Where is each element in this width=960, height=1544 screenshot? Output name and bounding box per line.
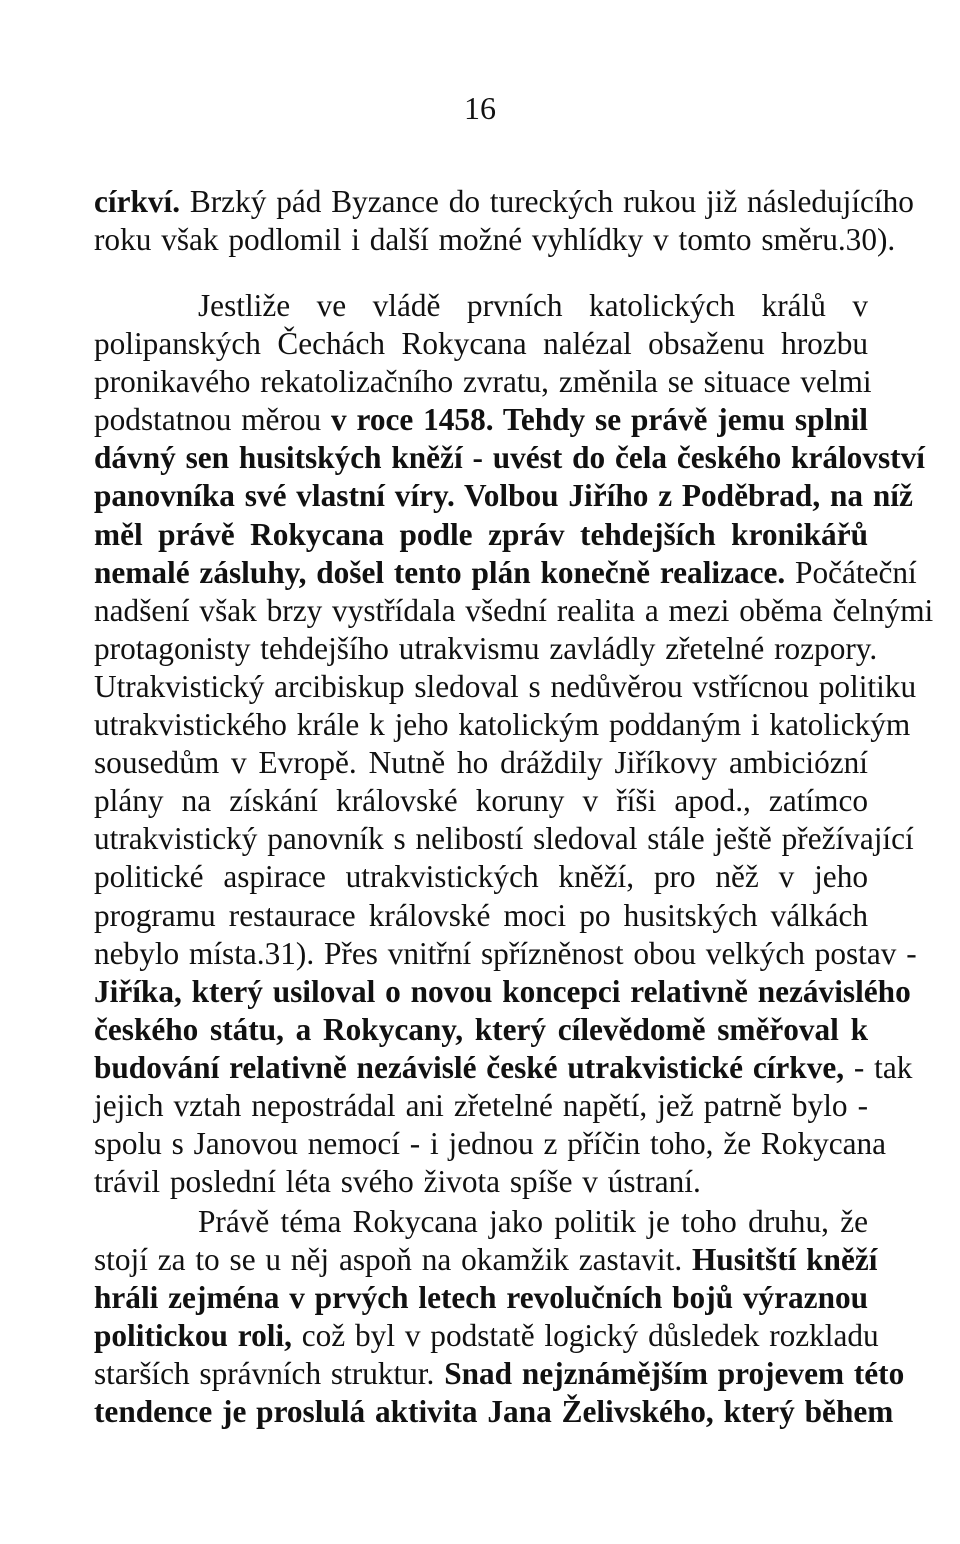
bold-text-segment: Jiříka, který usiloval o novou koncepci relativně nezávislého [94,973,911,1009]
text-segment: utrakvistický panovník s nelibostí sledoval stále ještě přežívající [94,821,914,857]
bold-text-segment: dávný sen husitských kněží - uvést do čela českého království [94,440,925,476]
text-segment: což byl v podstatě logický důsledek rozkladu [291,1318,879,1354]
text-segment: Brzký pád Byzance do tureckých rukou již následujícího [180,184,914,219]
paragraph-2 [94,287,934,1201]
text-line [94,1203,868,1241]
bold-text-segment: v roce 1458. Tehdy se právě jemu splnil [331,402,868,438]
text-line [94,363,872,401]
text-line [94,477,913,515]
text-segment: nebylo místa.31). Přes vnitřní spřízněnost obou velkých postav - [94,935,917,971]
bold-text-segment: Snad nejznámějším projevem této [444,1356,905,1392]
bold-text-segment: měl právě Rokycana podle zpráv tehdejších kronikářů [94,516,868,552]
text-line [94,1241,878,1279]
text-segment: utrakvistického krále k jeho katolickým poddaným i katolickým [94,707,911,743]
text-line [94,183,914,221]
text-segment: nadšení však brzy vystřídala všední realita a mezi oběma čelnými [94,592,934,628]
text-line [94,554,917,592]
text-segment: protagonisty tehdejšího utrakvismu zavládly zřetelné rozpory. [94,630,878,666]
text-line [94,1087,868,1125]
text-line [94,1355,905,1393]
text-line [94,1125,887,1163]
text-segment: Utrakvistický arcibiskup sledoval s nedůvěrou vstřícnou politiku [94,668,917,704]
paragraph-3 [94,1203,905,1432]
text-segment: plány na získání královské koruny v říši apod., zatímco [94,783,868,819]
text-line [94,897,868,935]
text-segment: polipanských Čechách Rokycana nalézal obsaženu hrozbu [94,326,868,362]
text-segment: podstatnou měrou [94,402,332,438]
bold-text-segment: budování relativně nezávislé české utrakvistické církve, [94,1049,845,1085]
bold-text-segment: tendence je proslulá aktivita Jana Želivského, který během [94,1394,894,1430]
text-line [94,935,917,973]
text-segment: jejich vztah nepostrádal ani zřetelné napětí, jež patrně bylo - [94,1087,868,1123]
bold-text-segment: panovníka své vlastní víry. Volbou Jiřího z Poděbrad, na níž [94,478,913,514]
text-line [94,820,914,858]
text-line [94,325,868,363]
text-line [94,782,868,820]
text-line [94,706,911,744]
bold-text-segment: českého státu, a Rokycany, který cílevědomě směřoval k [94,1011,868,1047]
text-line [94,973,911,1011]
paragraph-1 [94,183,914,259]
text-segment: stojí za to se u něj aspoň na okamžik zastavit. [94,1242,692,1278]
text-line [94,439,925,477]
text-segment: sousedům v Evropě. Nutně ho dráždily Jiříkovy ambiciózní [94,745,868,781]
bold-text-segment: církví. [94,184,181,219]
text-line [94,1049,913,1087]
text-segment: pronikavého rekatolizačního zvratu, změnila se situace velmi [94,364,872,400]
text-line [94,401,868,439]
text-line [94,1163,868,1201]
text-line [94,1011,868,1049]
text-segment: politické aspirace utrakvistických kněží, pro něž v jeho [94,859,868,895]
text-segment: starších správních struktur. [94,1356,445,1392]
text-segment: Právě téma Rokycana jako politik je toho druhu, že [198,1204,868,1239]
bold-text-segment: politickou roli, [94,1318,292,1354]
page-number: 16 [464,90,496,126]
text-line [94,858,868,896]
text-line [94,287,868,325]
text-line [94,516,868,554]
text-segment: Počáteční [785,554,917,590]
bold-text-segment: hráli zejména v prvých letech revolučních bojů výraznou [94,1280,869,1316]
text-line [94,744,868,782]
text-segment: Jestliže ve vládě prvních katolických králů v [198,288,868,323]
text-segment: spolu s Janovou nemocí - i jednou z příčin toho, že Rokycana [94,1126,887,1162]
text-segment: - tak [844,1049,913,1085]
text-line [94,1317,879,1355]
text-segment: roku však podlomil i další možné vyhlídky v tomto směru.30). [94,222,896,258]
text-line [94,221,896,259]
text-segment: trávil poslední léta svého života spíše v ústraní. [94,1164,701,1200]
text-line [94,1279,868,1317]
text-line [94,630,878,668]
text-line [94,1393,894,1431]
text-segment: programu restaurace královské moci po husitských válkách [94,897,868,933]
bold-text-segment: nemalé zásluhy, došel tento plán konečně realizace. [94,554,786,590]
text-line [94,668,917,706]
text-line [94,592,934,630]
bold-text-segment: Husitští kněží [691,1242,878,1278]
